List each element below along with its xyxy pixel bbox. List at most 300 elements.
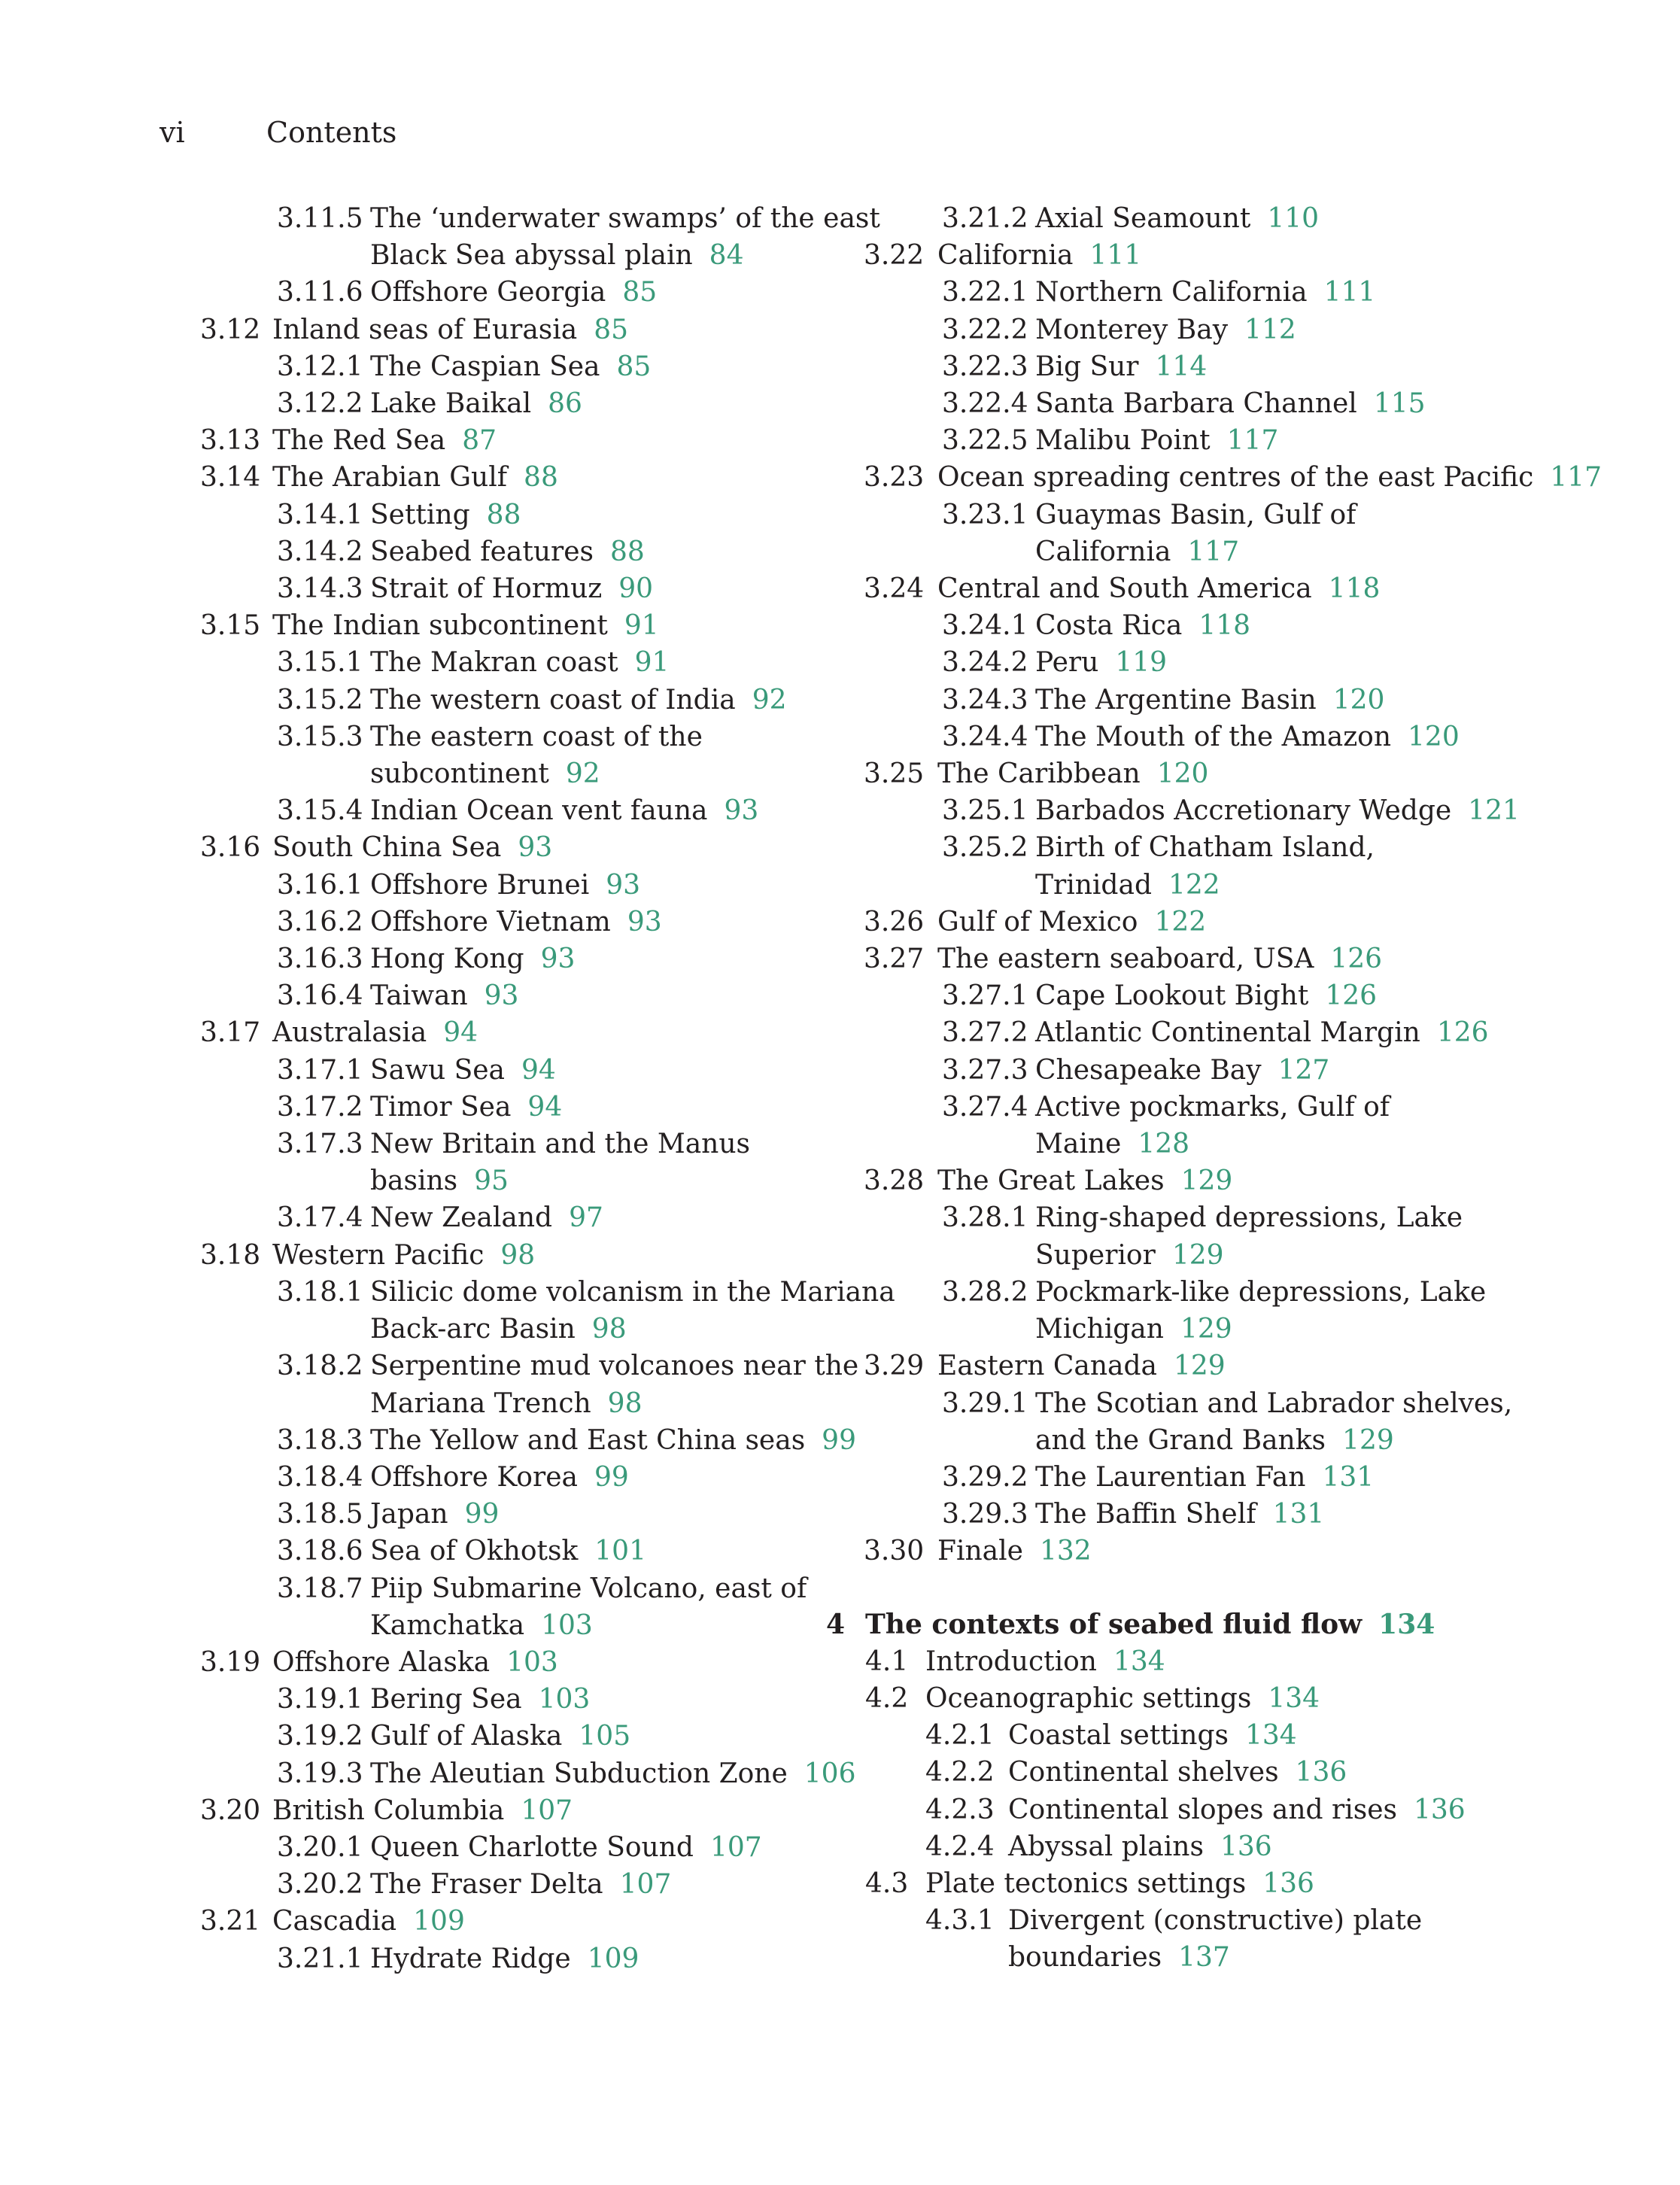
toc-entry-number: 3.16.4 [277, 980, 363, 1012]
toc-entry[interactable] [826, 274, 1578, 311]
toc-entry[interactable] [826, 459, 1602, 496]
toc-entry-page-number[interactable]: 136 [1414, 1794, 1466, 1825]
toc-entry-title-block [1035, 348, 1207, 385]
toc-chapter-entry[interactable] [826, 1606, 1578, 1643]
toc-entry-title-block [370, 348, 651, 385]
toc-entry[interactable] [200, 497, 825, 533]
toc-entry-title: Seabed features [370, 536, 594, 567]
toc-entry-page-number[interactable]: 93 [627, 906, 662, 938]
toc-entry-title: Setting [370, 499, 470, 530]
toc-entry-page-number[interactable]: 106 [804, 1758, 856, 1789]
toc-entry-page-number[interactable]: 137 [1178, 1942, 1230, 1974]
toc-entry-title: Santa Barbara Channel [1035, 388, 1357, 420]
toc-entry-number: 3.23 [864, 462, 925, 494]
toc-entry-title: Oceanographic settings [925, 1682, 1252, 1714]
toc-entry-title-block [925, 1643, 1165, 1680]
toc-entry-title-block [1035, 497, 1356, 570]
toc-entry-page-number[interactable]: 115 [1373, 388, 1426, 420]
toc-entry[interactable] [200, 1014, 825, 1051]
toc-entry-title-block [1035, 719, 1460, 755]
toc-entry-page-number[interactable]: 103 [538, 1684, 591, 1715]
toc-entry-page-number[interactable]: 119 [1115, 647, 1168, 679]
toc-entry-number: 3.12.1 [277, 351, 363, 382]
toc-entry-title-block [925, 1680, 1320, 1717]
toc-entry-title: Serpentine mud volcanoes near the [370, 1351, 859, 1382]
toc-entry[interactable] [826, 570, 1578, 607]
toc-entry-title-block [1008, 1717, 1297, 1754]
toc-entry[interactable] [200, 1237, 825, 1274]
toc-entry-page-number[interactable]: 131 [1322, 1461, 1375, 1493]
toc-entry-page-number[interactable]: 94 [521, 1054, 556, 1086]
toc-entry-number: 3.16.2 [277, 906, 363, 938]
toc-entry-title-block [370, 1126, 750, 1199]
toc-entry-page-number[interactable]: 117 [1226, 425, 1279, 457]
toc-entry-page-number[interactable]: 134 [1268, 1682, 1320, 1714]
toc-entry-page-number[interactable]: 88 [486, 499, 521, 530]
toc-entry-title-block [1008, 1828, 1272, 1865]
toc-entry-page-number[interactable]: 99 [822, 1424, 856, 1456]
toc-entry[interactable] [200, 792, 825, 829]
toc-entry[interactable] [826, 200, 1578, 237]
toc-entry-title: Birth of Chatham Island, [1035, 832, 1375, 864]
toc-entry-page-number[interactable]: 98 [500, 1239, 536, 1271]
toc-entry-page-number[interactable]: 92 [565, 758, 600, 790]
toc-entry-number: 3.16 [200, 832, 261, 864]
toc-entry-title-block [1035, 607, 1250, 644]
toc-entry-title: Offshore Alaska [272, 1646, 491, 1678]
toc-entry-page-number[interactable]: 126 [1325, 980, 1378, 1012]
toc-entry-number: 3.28 [864, 1165, 925, 1197]
toc-entry-title-block [370, 1866, 671, 1903]
toc-entry-title: Eastern Canada [937, 1351, 1157, 1382]
toc-entry-page-number[interactable]: 92 [752, 684, 787, 716]
toc-entry[interactable] [826, 1828, 1578, 1865]
toc-entry[interactable] [200, 607, 825, 644]
toc-entry-title-block [1008, 1791, 1466, 1828]
toc-entry-page-number[interactable]: 129 [1180, 1314, 1232, 1345]
toc-entry-title-block [370, 1459, 629, 1496]
toc-entry[interactable] [200, 644, 825, 681]
toc-entry-number: 3.20 [200, 1794, 261, 1826]
toc-entry[interactable] [826, 1052, 1578, 1089]
toc-entry[interactable] [826, 1533, 1578, 1570]
toc-entry[interactable] [200, 682, 825, 719]
toc-entry-title: Piip Submarine Volcano, east of [370, 1573, 807, 1604]
toc-entry-page-number[interactable]: 91 [634, 647, 670, 679]
toc-entry-page-number[interactable]: 131 [1272, 1499, 1325, 1530]
toc-entry-title-block [1035, 311, 1296, 348]
toc-entry-page-number[interactable]: 99 [464, 1499, 500, 1530]
toc-entry-number: 3.24.4 [942, 721, 1028, 752]
toc-entry-page-number[interactable]: 136 [1220, 1831, 1272, 1862]
toc-entry[interactable] [200, 274, 825, 311]
toc-entry-number: 3.19 [200, 1646, 261, 1678]
toc-entry[interactable] [826, 385, 1578, 422]
toc-entry-title: Strait of Hormuz [370, 573, 603, 605]
toc-entry-title-block [370, 200, 880, 274]
toc-entry-page-number[interactable]: 85 [622, 277, 658, 308]
toc-entry-page-number[interactable]: 129 [1342, 1424, 1394, 1456]
toc-entry-page-number[interactable]: 121 [1468, 795, 1520, 827]
toc-entry-number: 3.20.1 [277, 1831, 363, 1863]
toc-entry-page-number[interactable]: 132 [1039, 1536, 1092, 1567]
toc-entry-title-block [370, 1199, 603, 1236]
toc-entry-number: 3.30 [864, 1536, 925, 1567]
toc-entry-title: The Great Lakes [937, 1165, 1165, 1197]
toc-entry-page-number[interactable]: 117 [1187, 536, 1240, 567]
toc-entry-page-number[interactable]: 120 [1156, 758, 1209, 790]
toc-entry-title-block [370, 1422, 856, 1459]
toc-entry[interactable] [826, 1348, 1578, 1384]
toc-entry-page-number[interactable]: 90 [618, 573, 654, 605]
toc-entry[interactable] [200, 1681, 825, 1718]
toc-entry-page-number[interactable]: 120 [1408, 721, 1460, 752]
toc-entry-title-block [1035, 644, 1167, 681]
toc-entry-title: Cape Lookout Bight [1035, 980, 1309, 1012]
toc-entry[interactable] [826, 1385, 1578, 1459]
toc-entry-number: 4.2.2 [925, 1757, 995, 1788]
toc-entry-title-block [370, 570, 653, 607]
toc-entry-number: 3.14.2 [277, 536, 363, 567]
toc-entry-page-number[interactable]: 109 [587, 1943, 639, 1974]
toc-entry[interactable] [826, 1014, 1578, 1051]
toc-entry-page-number[interactable]: 93 [540, 944, 576, 975]
toc-entry[interactable] [826, 755, 1578, 792]
toc-entry[interactable] [826, 237, 1578, 274]
toc-entry-page-number[interactable]: 122 [1168, 869, 1220, 901]
toc-entry-title: The Yellow and East China seas [370, 1424, 806, 1456]
toc-entry-title-block [370, 497, 521, 533]
toc-entry-page-number[interactable]: 101 [594, 1536, 646, 1567]
toc-entry[interactable] [200, 1755, 856, 1792]
toc-entry-page-number[interactable]: 95 [474, 1165, 509, 1197]
toc-entry-title: New Britain and the Manus [370, 1129, 751, 1160]
toc-entry-page-number[interactable]: 107 [521, 1794, 573, 1826]
toc-entry-title-continued: subcontinent [370, 758, 549, 790]
toc-entry-number: 3.27.4 [942, 1091, 1028, 1123]
toc-entry-number: 3.22 [864, 240, 925, 272]
toc-entry[interactable] [200, 459, 825, 496]
toc-entry[interactable] [826, 1089, 1578, 1162]
toc-entry[interactable] [200, 200, 880, 274]
toc-entry[interactable] [200, 1644, 825, 1681]
toc-entry-title: Coastal settings [1008, 1720, 1229, 1752]
toc-entry-title: Timor Sea [370, 1091, 512, 1123]
toc-entry[interactable] [200, 1459, 825, 1496]
toc-entry-page-number[interactable]: 118 [1198, 610, 1251, 642]
toc-entry[interactable] [826, 497, 1578, 570]
toc-entry-number: 3.18.4 [277, 1461, 363, 1493]
toc-entry-page-number[interactable]: 94 [527, 1091, 563, 1123]
toc-entry[interactable] [200, 1533, 825, 1570]
toc-entry[interactable] [826, 1717, 1578, 1754]
toc-entry-title-block [272, 1644, 558, 1681]
toc-entry[interactable] [200, 1792, 825, 1829]
toc-entry-page-number[interactable]: 134 [1113, 1646, 1165, 1677]
toc-entry-title-block [1035, 829, 1375, 903]
toc-entry-number: 4.2.1 [925, 1720, 995, 1752]
toc-entry-number: 3.20.2 [277, 1869, 363, 1901]
toc-entry-number: 3.14 [200, 462, 261, 494]
toc-entry-title-block [370, 1052, 556, 1089]
toc-entry-page-number[interactable]: 109 [413, 1906, 465, 1937]
toc-entry-page-number[interactable]: 126 [1436, 1017, 1489, 1049]
toc-entry-title: Gulf of Mexico [937, 906, 1138, 938]
toc-entry[interactable] [826, 1162, 1578, 1199]
toc-entry[interactable] [200, 348, 825, 385]
toc-entry-title-continued: Black Sea abyssal plain [370, 240, 693, 272]
toc-entry-title-block [370, 1755, 855, 1792]
toc-entry-page-number[interactable]: 112 [1244, 314, 1296, 345]
toc-entry-page-number[interactable]: 129 [1171, 1239, 1224, 1271]
toc-entry-title-block [937, 941, 1382, 977]
toc-entry-title: The Baffin Shelf [1035, 1499, 1256, 1530]
toc-entry[interactable] [826, 977, 1578, 1014]
toc-entry-number: 3.21.1 [277, 1943, 363, 1974]
toc-entry-page-number[interactable]: 126 [1330, 944, 1383, 975]
toc-entry-page-number[interactable]: 94 [443, 1017, 478, 1049]
toc-entry-page-number[interactable]: 120 [1332, 684, 1385, 716]
toc-entry-title: The Caspian Sea [370, 351, 600, 382]
toc-entry-page-number[interactable]: 117 [1550, 462, 1602, 494]
toc-entry[interactable] [200, 1199, 825, 1236]
toc-entry-number: 3.15.4 [277, 795, 363, 827]
toc-entry-page-number[interactable]: 87 [462, 425, 497, 457]
toc-entry-number: 3.29.3 [942, 1499, 1028, 1530]
toc-entry-title-continued: Maine [1035, 1129, 1122, 1160]
toc-entry-number: 3.18.5 [277, 1499, 363, 1530]
toc-entry[interactable] [826, 644, 1578, 681]
toc-entry[interactable] [200, 1348, 859, 1421]
toc-entry-page-number[interactable]: 114 [1155, 351, 1208, 382]
toc-entry[interactable] [826, 829, 1578, 903]
toc-entry-title: Central and South America [937, 573, 1312, 605]
toc-entry-title-block [370, 682, 787, 719]
toc-entry-page-number[interactable]: 127 [1277, 1054, 1330, 1086]
toc-entry-page-number[interactable]: 111 [1323, 277, 1376, 308]
toc-entry-page-number[interactable]: 134 [1244, 1720, 1297, 1752]
toc-entry-title: Pockmark-like depressions, Lake [1035, 1276, 1487, 1308]
toc-entry[interactable] [200, 1940, 825, 1977]
toc-entry[interactable] [826, 1459, 1578, 1496]
toc-entry-number: 3.24.1 [942, 610, 1028, 642]
toc-entry-title: The Makran coast [370, 647, 618, 679]
toc-entry[interactable] [200, 941, 825, 977]
toc-entry-title: Offshore Georgia [370, 277, 606, 308]
toc-entry-title-block [1008, 1902, 1422, 1976]
toc-entry-number: 3.12 [200, 314, 261, 345]
toc-entry-number: 3.17.2 [277, 1091, 363, 1123]
toc-entry[interactable] [826, 1680, 1578, 1717]
toc-entry-title: California [937, 240, 1074, 272]
toc-entry[interactable] [200, 977, 825, 1014]
toc-entry-title: The Mouth of the Amazon [1035, 721, 1392, 752]
toc-entry-page-number[interactable]: 136 [1262, 1867, 1314, 1899]
toc-entry-title: Monterey Bay [1035, 314, 1229, 345]
toc-entry-number: 3.14.1 [277, 499, 363, 530]
toc-entry-title-block [370, 977, 518, 1014]
toc-entry-page-number[interactable]: 97 [569, 1202, 603, 1234]
toc-entry[interactable] [200, 1422, 856, 1459]
toc-entry[interactable] [826, 311, 1578, 348]
toc-entry-title-block [1035, 422, 1278, 459]
toc-entry-number: 3.17 [200, 1017, 261, 1049]
toc-entry-title-block [937, 237, 1141, 274]
toc-entry-page-number[interactable]: 103 [541, 1609, 593, 1641]
toc-entry-title: The eastern coast of the [370, 721, 703, 752]
toc-entry-title: Active pockmarks, Gulf of [1035, 1091, 1390, 1123]
toc-entry[interactable] [826, 904, 1578, 941]
toc-entry-page-number[interactable]: 110 [1267, 203, 1320, 234]
toc-entry-page-number[interactable]: 107 [619, 1869, 672, 1901]
toc-entry-number: 4.2.4 [925, 1831, 995, 1862]
toc-entry[interactable] [826, 422, 1578, 459]
toc-entry[interactable] [200, 1089, 825, 1126]
toc-entry[interactable] [200, 422, 825, 459]
toc-entry-title: Barbados Accretionary Wedge [1035, 795, 1452, 827]
toc-entry[interactable] [200, 1903, 825, 1940]
toc-entry-title: Finale [937, 1536, 1023, 1567]
toc-entry-title-continued: Kamchatka [370, 1609, 525, 1641]
toc-entry[interactable] [826, 1791, 1578, 1828]
toc-entry-title: Australasia [272, 1017, 427, 1049]
toc-entry[interactable] [200, 1570, 825, 1644]
toc-entry-page-number[interactable]: 98 [607, 1387, 643, 1419]
toc-entry-title-block [1008, 1754, 1347, 1791]
toc-entry-page-number[interactable]: 136 [1295, 1757, 1347, 1788]
toc-entry-title: Ring-shaped depressions, Lake [1035, 1202, 1463, 1234]
toc-entry[interactable] [826, 792, 1578, 829]
toc-entry-number: 3.21.2 [942, 203, 1028, 234]
toc-entry-title: South China Sea [272, 832, 502, 864]
toc-entry-number: 3.24.2 [942, 647, 1028, 679]
toc-entry[interactable] [826, 1199, 1578, 1273]
toc-entry[interactable] [200, 1496, 825, 1533]
toc-entry-page-number[interactable]: 105 [579, 1721, 631, 1752]
toc-entry-page-number[interactable]: 93 [724, 795, 759, 827]
toc-entry[interactable] [200, 385, 825, 422]
toc-entry-page-number[interactable]: 129 [1174, 1351, 1226, 1382]
toc-entry-number: 3.29.1 [942, 1387, 1028, 1419]
toc-entry-title: Northern California [1035, 277, 1308, 308]
toc-entry[interactable] [826, 1274, 1578, 1348]
toc-entry-page-number[interactable]: 103 [506, 1646, 558, 1678]
toc-entry-number: 3.11.6 [277, 277, 363, 308]
toc-entry-title: The Arabian Gulf [272, 462, 508, 494]
toc-entry-page-number[interactable]: 134 [1378, 1608, 1435, 1640]
toc-entry-page-number[interactable]: 86 [548, 388, 582, 420]
toc-entry-page-number[interactable]: 91 [624, 610, 659, 642]
toc-entry-title-block [1035, 977, 1377, 1014]
toc-entry[interactable] [200, 1274, 895, 1348]
toc-entry-number: 3.22.3 [942, 351, 1028, 382]
toc-entry-number: 3.21 [200, 1906, 261, 1937]
toc-entry-title-continued: Mariana Trench [370, 1387, 591, 1419]
toc-entry[interactable] [826, 941, 1578, 977]
toc-entry-page-number[interactable]: 118 [1328, 573, 1381, 605]
toc-entry[interactable] [826, 1643, 1578, 1680]
toc-entry[interactable] [200, 533, 825, 570]
toc-entry-page-number[interactable]: 85 [616, 351, 652, 382]
toc-entry-page-number[interactable]: 99 [594, 1461, 629, 1493]
toc-entry-title: Hong Kong [370, 944, 524, 975]
toc-entry[interactable] [200, 311, 825, 348]
toc-entry-title-block [1035, 200, 1319, 237]
running-head [159, 114, 396, 150]
toc-entry-page-number[interactable]: 93 [484, 980, 519, 1012]
toc-entry[interactable] [200, 904, 825, 941]
toc-entry-page-number[interactable]: 88 [610, 536, 645, 567]
toc-entry-page-number[interactable]: 93 [518, 832, 553, 864]
toc-entry[interactable] [200, 719, 825, 792]
toc-entry-title-block [370, 867, 640, 904]
toc-entry-page-number[interactable]: 122 [1154, 906, 1207, 938]
toc-entry-number: 3.18.1 [277, 1276, 363, 1308]
toc-entry[interactable] [826, 1754, 1578, 1791]
toc-entry[interactable] [826, 1496, 1578, 1533]
toc-entry[interactable] [826, 607, 1578, 644]
toc-entry-title-block [272, 311, 628, 348]
running-title: Contents [266, 116, 397, 149]
toc-entry-number: 3.27.2 [942, 1017, 1028, 1049]
toc-entry[interactable] [826, 348, 1578, 385]
toc-entry[interactable] [200, 867, 825, 904]
toc-entry-page-number[interactable]: 128 [1138, 1129, 1190, 1160]
toc-entry[interactable] [200, 829, 825, 866]
toc-entry-page-number[interactable]: 85 [594, 314, 629, 345]
toc-entry-title: Ocean spreading centres of the east Pacific [937, 462, 1534, 494]
toc-entry-title-block [937, 1162, 1232, 1199]
toc-entry-title: Big Sur [1035, 351, 1139, 382]
toc-entry-title-continued: boundaries [1008, 1942, 1162, 1974]
toc-entry-page-number[interactable]: 129 [1180, 1165, 1233, 1197]
toc-entry-title: The Scotian and Labrador shelves, [1035, 1387, 1513, 1419]
toc-entry-page-number[interactable]: 88 [524, 462, 558, 494]
toc-entry-number: 3.25 [864, 758, 925, 790]
toc-entry[interactable] [826, 682, 1578, 719]
toc-entry[interactable] [200, 1126, 825, 1199]
toc-entry-title-continued: and the Grand Banks [1035, 1424, 1326, 1456]
toc-entry-title: Sea of Okhotsk [370, 1536, 579, 1567]
toc-entry-title-block [937, 1348, 1226, 1384]
toc-entry-title-block [1035, 792, 1520, 829]
toc-entry-number: 3.28.2 [942, 1276, 1028, 1308]
toc-entry[interactable] [826, 719, 1578, 755]
toc-entry[interactable] [200, 1052, 825, 1089]
toc-entry[interactable] [826, 1902, 1578, 1976]
toc-entry-page-number[interactable]: 111 [1089, 240, 1142, 272]
toc-entry[interactable] [200, 570, 825, 607]
toc-entry-title: Silicic dome volcanism in the Mariana [370, 1276, 895, 1308]
toc-entry-page-number[interactable]: 98 [591, 1314, 627, 1345]
toc-entry-title-block [1035, 1014, 1489, 1051]
toc-entry-page-number[interactable]: 93 [606, 869, 641, 901]
toc-entry[interactable] [826, 1865, 1578, 1902]
toc-entry-page-number[interactable]: 107 [709, 1831, 762, 1863]
toc-entry-number: 3.18.6 [277, 1536, 363, 1567]
toc-entry[interactable] [200, 1866, 825, 1903]
toc-entry-number: 3.27 [864, 944, 925, 975]
toc-entry-page-number[interactable]: 84 [709, 240, 744, 272]
toc-entry-title-block [370, 1681, 590, 1718]
toc-entry[interactable] [200, 1829, 825, 1866]
toc-entry-title: Offshore Brunei [370, 869, 590, 901]
toc-entry[interactable] [200, 1718, 825, 1755]
toc-entry-title-block [272, 1792, 573, 1829]
toc-entry-number: 3.15.2 [277, 684, 363, 716]
toc-entry-title-block [370, 792, 758, 829]
toc-entry-title: Cascadia [272, 1906, 397, 1937]
